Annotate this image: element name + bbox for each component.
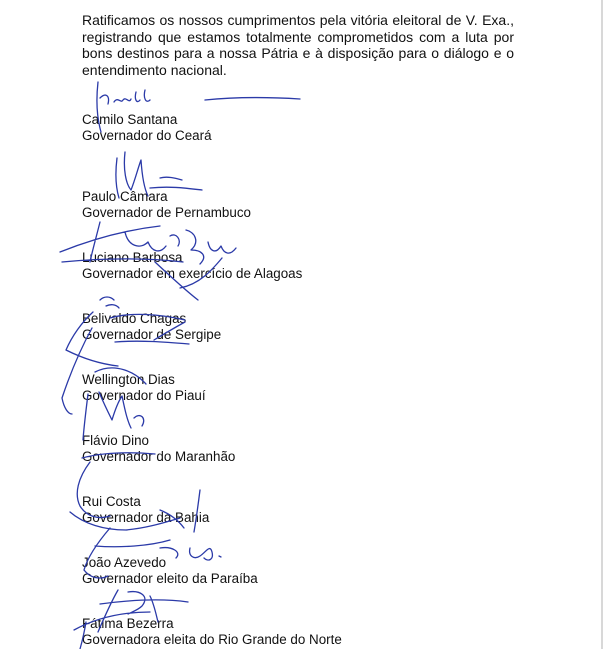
signatory-name: Flávio Dino xyxy=(82,433,149,448)
signatory-title: Governador do Piauí xyxy=(82,388,206,403)
signatory-block-joao-azevedo xyxy=(82,555,258,587)
signatory-name: Fátima Bezerra xyxy=(82,616,174,631)
signatory-block-rui-costa xyxy=(82,494,209,526)
signatory-name: Camilo Santana xyxy=(82,112,178,127)
signatory-block-luciano-barbosa xyxy=(82,250,302,282)
signatory-name: Rui Costa xyxy=(82,494,141,509)
signatory-block-belivaldo-chagas xyxy=(82,311,221,343)
signatory-title: Governadora eleita do Rio Grande do Norte xyxy=(82,632,342,647)
signatory-name: Paulo Câmara xyxy=(82,189,168,204)
signatory-block-flavio-dino xyxy=(82,433,235,465)
signatory-block-wellington-dias xyxy=(82,372,206,404)
closing-paragraph: Ratificamos os nossos cumprimentos pela vitória eleitoral de V. Exa., registrando que estamos totalmente comprometidos com a luta por bons destinos para a nossa Pátria e à disposição para o diálogo e o entendimento nacional. xyxy=(82,12,514,78)
signatory-title: Governador do Ceará xyxy=(82,128,212,143)
signatory-block-paulo-camara xyxy=(82,189,251,221)
signatory-name: Wellington Dias xyxy=(82,372,175,387)
signatory-title: Governador do Maranhão xyxy=(82,449,236,464)
signatory-title: Governador de Sergipe xyxy=(82,327,222,342)
signatory-block-camilo-santana xyxy=(82,112,212,144)
signatory-title: Governador da Bahia xyxy=(82,510,210,525)
signatory-name: João Azevedo xyxy=(82,555,167,570)
signatory-title: Governador em exercício de Alagoas xyxy=(82,266,303,281)
signatory-title: Governador de Pernambuco xyxy=(82,205,251,220)
signatory-name: Luciano Barbosa xyxy=(82,250,183,265)
signatory-block-fatima-bezerra xyxy=(82,616,342,648)
signatory-title: Governador eleito da Paraíba xyxy=(82,571,258,586)
signatory-name: Belivaldo Chagas xyxy=(82,311,187,326)
